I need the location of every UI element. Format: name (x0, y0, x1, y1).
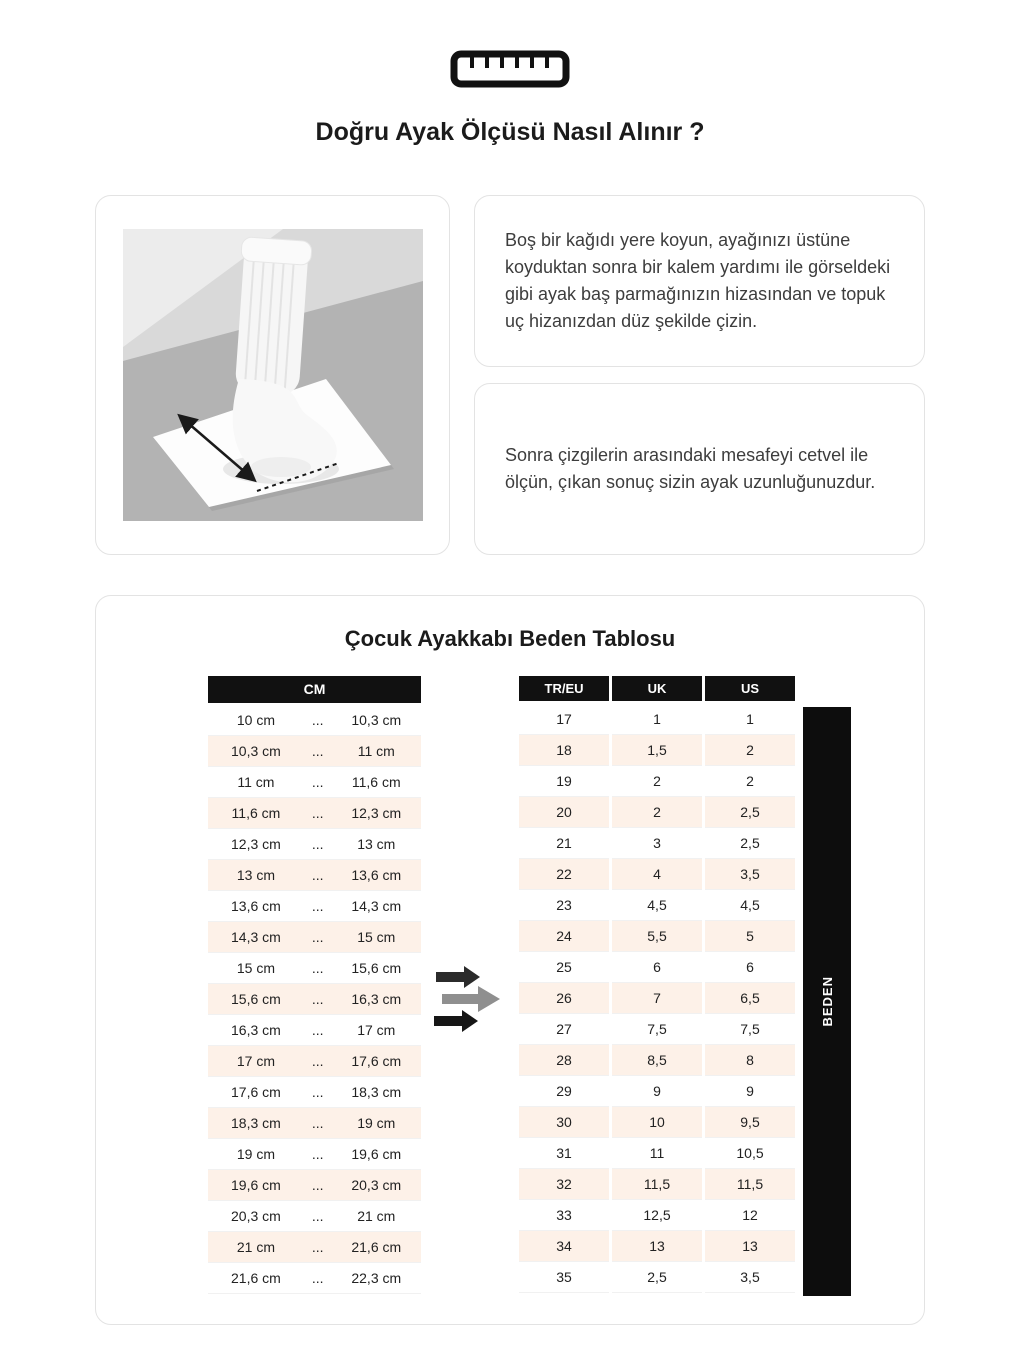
range-dots: ... (304, 1076, 332, 1107)
cm-max-value: 18,3 cm (332, 1076, 421, 1107)
us-value: 3,5 (705, 1262, 795, 1293)
instruction-step-2-text: Sonra çizgilerin arasındaki mesafeyi cetvel ile ölçün, çıkan sonuç sizin ayak uzunluğunuzdur. (505, 445, 876, 492)
cm-min-value: 15 cm (208, 952, 304, 983)
cm-table-row (208, 766, 421, 797)
us-value: 2 (705, 735, 795, 766)
tr-eu-value: 28 (519, 1045, 609, 1076)
size-table-row (519, 1076, 795, 1107)
size-chart-tables (96, 676, 924, 1296)
us-value: 5 (705, 921, 795, 952)
cm-min-value: 21,6 cm (208, 1262, 304, 1293)
tr-eu-value: 31 (519, 1138, 609, 1169)
uk-value: 2,5 (612, 1262, 702, 1293)
uk-value: 2 (612, 797, 702, 828)
uk-value: 4,5 (612, 890, 702, 921)
tr-eu-value: 26 (519, 983, 609, 1014)
cm-min-value: 21 cm (208, 1231, 304, 1262)
cm-min-value: 15,6 cm (208, 983, 304, 1014)
uk-value: 3 (612, 828, 702, 859)
cm-table-row (208, 983, 421, 1014)
range-dots: ... (304, 1107, 332, 1138)
uk-value: 11,5 (612, 1169, 702, 1200)
cm-max-value: 17,6 cm (332, 1045, 421, 1076)
tr-eu-value: 24 (519, 921, 609, 952)
tr-eu-value: 27 (519, 1014, 609, 1045)
beden-side-bar (803, 707, 851, 1296)
us-value: 11,5 (705, 1169, 795, 1200)
cm-max-value: 14,3 cm (332, 890, 421, 921)
range-dots: ... (304, 797, 332, 828)
cm-table-row (208, 921, 421, 952)
size-table-row (519, 1231, 795, 1262)
range-dots: ... (304, 859, 332, 890)
uk-value: 7 (612, 983, 702, 1014)
cm-min-value: 19,6 cm (208, 1169, 304, 1200)
uk-value: 11 (612, 1138, 702, 1169)
cm-table-row (208, 1262, 421, 1293)
uk-value: 5,5 (612, 921, 702, 952)
tr-eu-value: 20 (519, 797, 609, 828)
size-table-row (519, 952, 795, 983)
size-table-row (519, 828, 795, 859)
tr-eu-value: 30 (519, 1107, 609, 1138)
uk-value: 9 (612, 1076, 702, 1107)
cm-min-value: 11,6 cm (208, 797, 304, 828)
us-value: 7,5 (705, 1014, 795, 1045)
tr-eu-value: 23 (519, 890, 609, 921)
us-value: 6,5 (705, 983, 795, 1014)
size-table-row (519, 1200, 795, 1231)
cm-table-row (208, 1014, 421, 1045)
size-table-row (519, 1107, 795, 1138)
size-table-row (519, 921, 795, 952)
cm-table (208, 676, 421, 1294)
page-title: Doğru Ayak Ölçüsü Nasıl Alınır ? (315, 118, 705, 146)
uk-value: 4 (612, 859, 702, 890)
uk-value: 8,5 (612, 1045, 702, 1076)
range-dots: ... (304, 735, 332, 766)
size-table-row (519, 890, 795, 921)
tr-eu-value: 19 (519, 766, 609, 797)
range-dots: ... (304, 952, 332, 983)
range-dots: ... (304, 1014, 332, 1045)
us-value: 9,5 (705, 1107, 795, 1138)
us-value: 10,5 (705, 1138, 795, 1169)
cm-max-value: 19 cm (332, 1107, 421, 1138)
us-value: 2,5 (705, 828, 795, 859)
tr-eu-value: 22 (519, 859, 609, 890)
cm-max-value: 12,3 cm (332, 797, 421, 828)
cm-table-header-row (208, 676, 421, 704)
beden-side-label: BEDEN (819, 976, 835, 1027)
cm-max-value: 17 cm (332, 1014, 421, 1045)
size-table-header-uk: UK (612, 676, 702, 704)
cm-min-value: 17,6 cm (208, 1076, 304, 1107)
range-dots: ... (304, 890, 332, 921)
cm-table-row (208, 1138, 421, 1169)
cm-max-value: 20,3 cm (332, 1169, 421, 1200)
uk-value: 6 (612, 952, 702, 983)
cm-max-value: 16,3 cm (332, 983, 421, 1014)
cm-min-value: 20,3 cm (208, 1200, 304, 1231)
cm-min-value: 17 cm (208, 1045, 304, 1076)
tr-eu-value: 17 (519, 704, 609, 735)
range-dots: ... (304, 1169, 332, 1200)
range-dots: ... (304, 1045, 332, 1076)
us-value: 2,5 (705, 797, 795, 828)
double-right-arrows-icon (421, 964, 516, 1034)
cm-min-value: 10,3 cm (208, 735, 304, 766)
cm-max-value: 10,3 cm (332, 704, 421, 735)
tr-eu-value: 21 (519, 828, 609, 859)
us-value: 3,5 (705, 859, 795, 890)
instruction-step-2 (474, 383, 925, 555)
cm-max-value: 22,3 cm (332, 1262, 421, 1293)
us-value: 4,5 (705, 890, 795, 921)
cm-table-row (208, 859, 421, 890)
cm-min-value: 16,3 cm (208, 1014, 304, 1045)
size-table-row (519, 983, 795, 1014)
cm-max-value: 15 cm (332, 921, 421, 952)
size-table-row (519, 704, 795, 735)
foot-measurement-photo (123, 229, 423, 521)
cm-min-value: 18,3 cm (208, 1107, 304, 1138)
range-dots: ... (304, 1138, 332, 1169)
cm-table-row (208, 952, 421, 983)
range-dots: ... (304, 983, 332, 1014)
us-value: 6 (705, 952, 795, 983)
cm-min-value: 11 cm (208, 766, 304, 797)
tr-eu-value: 35 (519, 1262, 609, 1293)
range-dots: ... (304, 1262, 332, 1293)
cm-table-row (208, 890, 421, 921)
size-table-row (519, 1045, 795, 1076)
measurement-photo-card (95, 195, 450, 555)
cm-table-row (208, 704, 421, 735)
us-value: 9 (705, 1076, 795, 1107)
uk-value: 1 (612, 704, 702, 735)
size-table-row (519, 1014, 795, 1045)
tr-eu-value: 32 (519, 1169, 609, 1200)
cm-table-header: CM (208, 676, 421, 704)
cm-max-value: 13,6 cm (332, 859, 421, 890)
size-table-row (519, 766, 795, 797)
size-table-row (519, 1262, 795, 1293)
cm-max-value: 11 cm (332, 735, 421, 766)
size-table-row (519, 859, 795, 890)
uk-value: 13 (612, 1231, 702, 1262)
cm-max-value: 15,6 cm (332, 952, 421, 983)
size-chart-card (95, 595, 925, 1325)
cm-table-row (208, 735, 421, 766)
size-table-header-us: US (705, 676, 795, 704)
tr-eu-value: 25 (519, 952, 609, 983)
cm-table-row (208, 828, 421, 859)
cm-table-row (208, 1045, 421, 1076)
cm-table-row (208, 1076, 421, 1107)
tr-eu-value: 29 (519, 1076, 609, 1107)
cm-max-value: 11,6 cm (332, 766, 421, 797)
cm-table-row (208, 1169, 421, 1200)
size-table (516, 676, 798, 1293)
size-table-row (519, 735, 795, 766)
cm-max-value: 19,6 cm (332, 1138, 421, 1169)
cm-max-value: 13 cm (332, 828, 421, 859)
range-dots: ... (304, 921, 332, 952)
us-value: 12 (705, 1200, 795, 1231)
uk-value: 2 (612, 766, 702, 797)
tr-eu-value: 33 (519, 1200, 609, 1231)
cm-table-row (208, 1200, 421, 1231)
tr-eu-value: 34 (519, 1231, 609, 1262)
size-chart-title: Çocuk Ayakkabı Beden Tablosu (344, 626, 676, 651)
range-dots: ... (304, 1200, 332, 1231)
instructions-text-column (474, 195, 925, 555)
range-dots: ... (304, 1231, 332, 1262)
us-value: 13 (705, 1231, 795, 1262)
uk-value: 10 (612, 1107, 702, 1138)
us-value: 2 (705, 766, 795, 797)
size-table-row (519, 797, 795, 828)
size-table-body (519, 704, 795, 1293)
cm-table-row (208, 797, 421, 828)
instructions-section (0, 195, 1020, 555)
ruler-icon (0, 0, 1020, 88)
cm-max-value: 21 cm (332, 1200, 421, 1231)
size-table-row (519, 1138, 795, 1169)
cm-min-value: 13,6 cm (208, 890, 304, 921)
uk-value: 1,5 (612, 735, 702, 766)
range-dots: ... (304, 828, 332, 859)
cm-min-value: 19 cm (208, 1138, 304, 1169)
uk-value: 12,5 (612, 1200, 702, 1231)
cm-min-value: 13 cm (208, 859, 304, 890)
cm-table-row (208, 1107, 421, 1138)
cm-table-body (208, 704, 421, 1293)
tr-eu-value: 18 (519, 735, 609, 766)
range-dots: ... (304, 766, 332, 797)
cm-min-value: 14,3 cm (208, 921, 304, 952)
cm-min-value: 12,3 cm (208, 828, 304, 859)
cm-table-row (208, 1231, 421, 1262)
instruction-step-1 (474, 195, 925, 367)
range-dots: ... (304, 704, 332, 735)
us-value: 8 (705, 1045, 795, 1076)
uk-value: 7,5 (612, 1014, 702, 1045)
size-table-header-row (519, 676, 795, 704)
instruction-step-1-text: Boş bir kağıdı yere koyun, ayağınızı üstüne koyduktan sonra bir kalem yardımı ile görseldeki gibi ayak baş parmağınızın hizasından ve topuk uç hizanızdan düz şekilde çizin. (505, 230, 891, 331)
us-value: 1 (705, 704, 795, 735)
size-table-row (519, 1169, 795, 1200)
cm-max-value: 21,6 cm (332, 1231, 421, 1262)
size-table-header-tr-eu: TR/EU (519, 676, 609, 704)
cm-min-value: 10 cm (208, 704, 304, 735)
